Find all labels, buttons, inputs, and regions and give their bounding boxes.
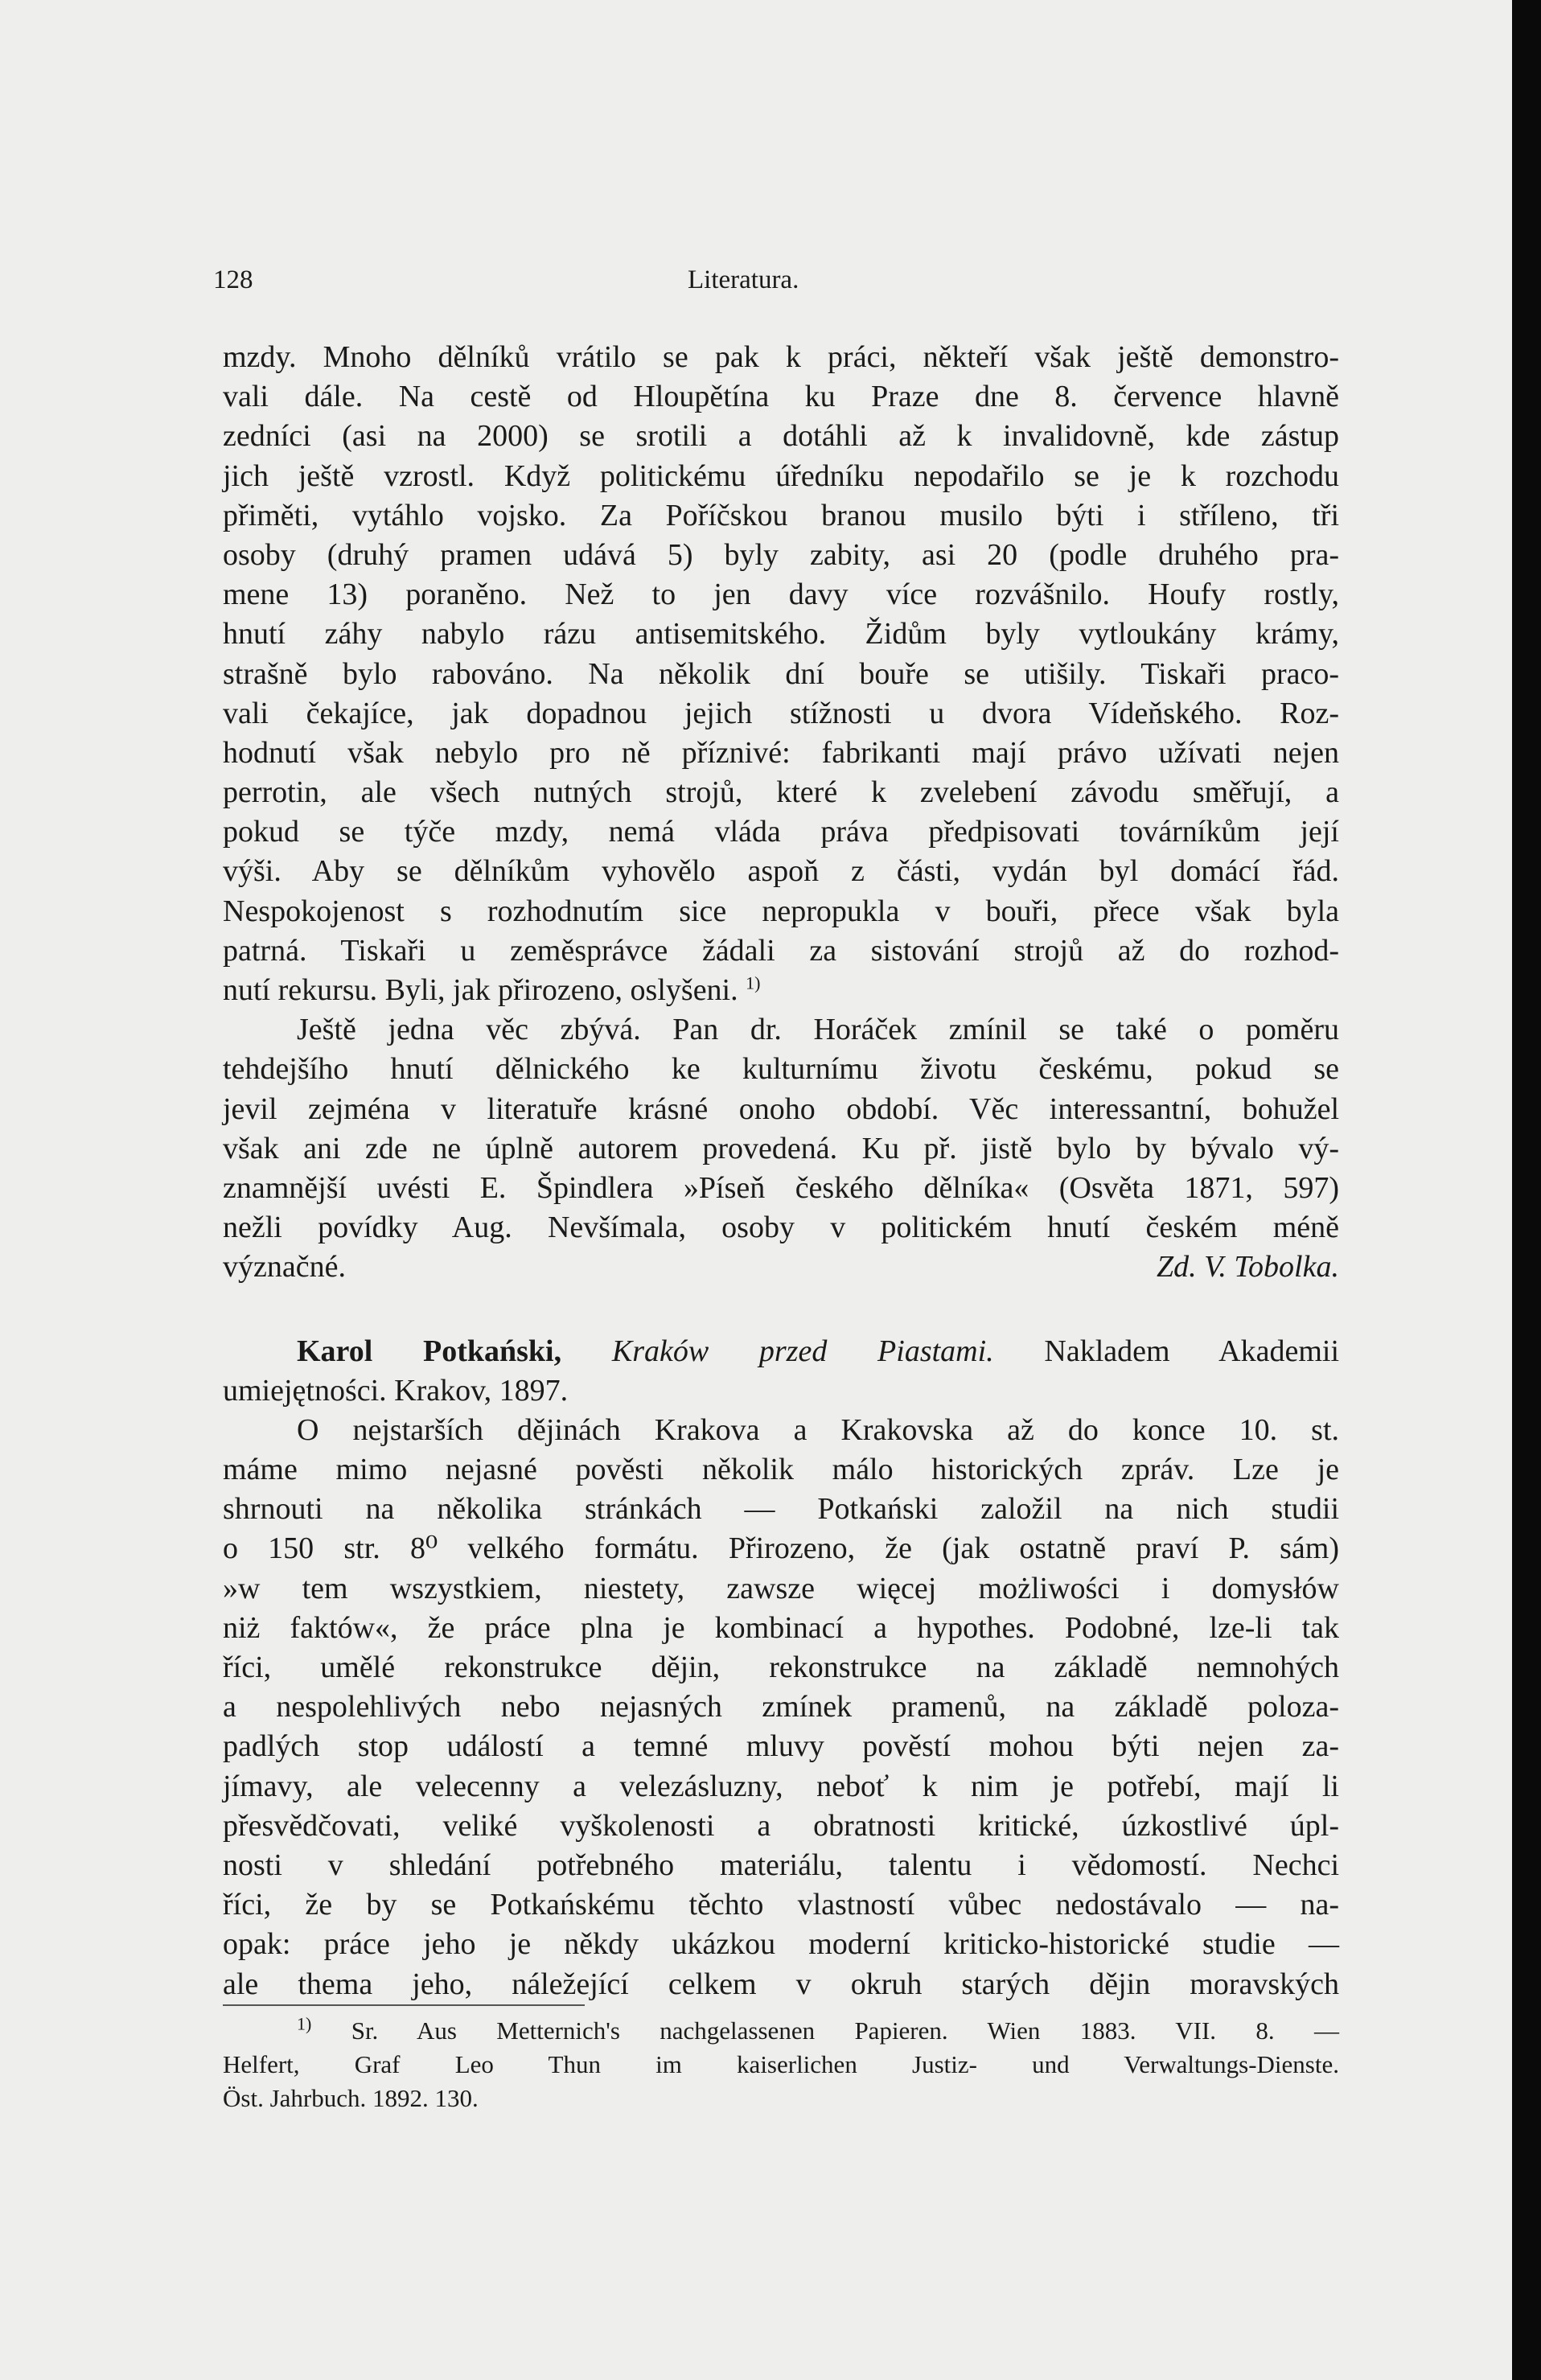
text-line: však ani zde ne úplně autorem provedená. Ku př. jistě bylo by bývalo vý- <box>223 1131 1339 1165</box>
review-author: Karol Potkański, <box>297 1334 562 1368</box>
text-line: výši. Aby se dělníkům vyhovělo aspoň z části, vydán byl domácí řád. <box>223 854 1339 889</box>
text-line: »w tem wszystkiem, niestety, zawsze więcej możliwości i domysłów <box>223 1571 1339 1605</box>
footnote-line <box>223 2014 1339 2048</box>
text-line: nosti v shledání potřebného materiálu, talentu i vědomostí. Nechci <box>223 1848 1339 1882</box>
paragraph-1 <box>223 338 1339 1010</box>
text-line: a nespolehlivých nebo nejasných zmínek pramenů, na základě poloza- <box>223 1690 1339 1724</box>
text-line: hodnutí však nebylo pro ně příznivé: fabrikanti mají právo užívati nejen <box>223 735 1339 770</box>
text-line: přesvědčovati, veliké vyškolenosti a obratnosti kritické, úzkostlivé úpl- <box>223 1808 1339 1843</box>
text-line: osoby (druhý pramen udává 5) byly zabity, asi 20 (podle druhého pra- <box>223 537 1339 572</box>
text-line: Ještě jedna věc zbývá. Pan dr. Horáček zmínil se také o poměru <box>297 1013 1339 1047</box>
text-line: vali dále. Na cestě od Hloupětína ku Praze dne 8. července hlavně <box>223 380 1339 414</box>
text-line: niż faktów«, že práce plna je kombinací a hypothes. Podobné, lze-li tak <box>223 1610 1339 1645</box>
review-publisher: Nakladem Akademii <box>1044 1334 1340 1368</box>
text-line: tehdejšího hnutí dělnického ke kulturnímu životu českému, pokud se <box>223 1052 1339 1087</box>
footnote-line: Öst. Jahrbuch. 1892. 130. <box>223 2084 479 2112</box>
text-line: pokud se týče mzdy, nemá vláda práva předpisovati továrníkům její <box>223 815 1339 849</box>
section-gap <box>223 1288 1339 1332</box>
text-line: vali čekajíce, jak dopadnou jejich stížnosti u dvora Vídeňského. Roz- <box>223 696 1339 730</box>
text-line: přiměti, vytáhlo vojsko. Za Poříčskou branou musilo býti i stříleno, tři <box>223 498 1339 532</box>
text-line: jich ještě vzrostl. Když politickému úředníku nepodařilo se je k rozchodu <box>223 458 1339 493</box>
paragraph-2 <box>223 1010 1339 1287</box>
text-line: perrotin, ale všech nutných strojů, které k zvelebení závodu směřují, a <box>223 775 1339 810</box>
text-line: jevil zejména v literatuře krásné onoho období. Věc interessantní, bohužel <box>223 1091 1339 1126</box>
text-line: padlých stop událostí a temné mluvy pověstí mohou býti nejen za- <box>223 1729 1339 1764</box>
text-line: opak: práce jeho je někdy ukázkou moderní kriticko-historické studie — <box>223 1927 1339 1962</box>
footnote-line: Helfert, Graf Leo Thun im kaiserlichen Justiz- und Verwaltungs-Dienste. <box>223 2050 1339 2078</box>
footnote-divider <box>223 2004 585 2006</box>
text-line: mzdy. Mnoho dělníků vrátilo se pak k práci, někteří však ještě demonstro- <box>223 340 1339 374</box>
footnote-marker: 1) <box>297 2013 312 2034</box>
page-number: 128 <box>213 265 253 294</box>
review-signature: Zd. V. Tobolka. <box>1156 1250 1339 1285</box>
text-line <box>223 971 1339 1010</box>
text-line <box>223 1248 1339 1287</box>
text-line: ale thema jeho, náležející celkem v okruh starých dějin moravských <box>223 1967 1339 2001</box>
text-line: znamnější uvésti E. Špindlera »Píseň českého dělníka« (Osvěta 1871, 597) <box>223 1170 1339 1205</box>
review-entry <box>223 1332 1339 2004</box>
review-heading <box>223 1332 1339 1371</box>
text-line: máme mimo nejasné pověsti několik málo historických zpráv. Lze je <box>223 1453 1339 1487</box>
review-publisher-line: umiejętności. Krakov, 1897. <box>223 1373 569 1408</box>
text-line: Nespokojenost s rozhodnutím sice nepropukla v bouři, přece však byla <box>223 894 1339 928</box>
text-line-content: význačné. <box>223 1250 346 1285</box>
text-line: o 150 str. 8⁰ velkého formátu. Přirozeno, že (jak ostatně praví P. sám) <box>223 1531 1339 1566</box>
scan-border <box>1512 0 1541 2380</box>
running-title: Literatura. <box>688 265 799 294</box>
text-line: mene 13) poraněno. Než to jen davy více rozvášnilo. Houfy rostly, <box>223 578 1339 612</box>
text-line: hnutí záhy nabylo rázu antisemitského. Židům byly vytloukány krámy, <box>223 617 1339 652</box>
footnote-reference[interactable]: 1) <box>746 972 761 993</box>
text-line: O nejstarších dějinách Krakova a Krakovska až do konce 10. st. <box>297 1412 1339 1447</box>
text-line: nežli povídky Aug. Nevšímala, osoby v politickém hnutí českém méně <box>223 1211 1339 1245</box>
review-work-title: Kraków przed Piastami. <box>611 1334 994 1368</box>
text-line: zedníci (asi na 2000) se srotili a dotáhli až k invalidovně, kde zástup <box>223 419 1339 454</box>
text-line: strašně bylo rabováno. Na několik dní bouře se utišily. Tiskaři praco- <box>223 656 1339 691</box>
page-header <box>213 265 1339 306</box>
text-line-content: nutí rekursu. Byli, jak přirozeno, oslyšeni. <box>223 973 738 1007</box>
text-line: shrnouti na několika stránkách — Potkański založil na nich studii <box>223 1492 1339 1527</box>
footnotes <box>223 2014 1339 2115</box>
text-line: jímavy, ale velecenny a velezásluzny, neboť k nim je potřebí, mají li <box>223 1769 1339 1803</box>
text-line: patrná. Tiskaři u zeměsprávce žádali za sistování strojů až do rozhod- <box>223 933 1339 968</box>
footnote-text: Sr. Aus Metternich's nachgelassenen Papieren. Wien 1883. VII. 8. — <box>351 2016 1340 2045</box>
body-text <box>223 338 1339 2004</box>
text-line: říci, že by se Potkańskému těchto vlastností vůbec nedostávalo — na- <box>223 1888 1339 1922</box>
text-line: říci, umělé rekonstrukce dějin, rekonstrukce na základě nemnohých <box>223 1650 1339 1684</box>
